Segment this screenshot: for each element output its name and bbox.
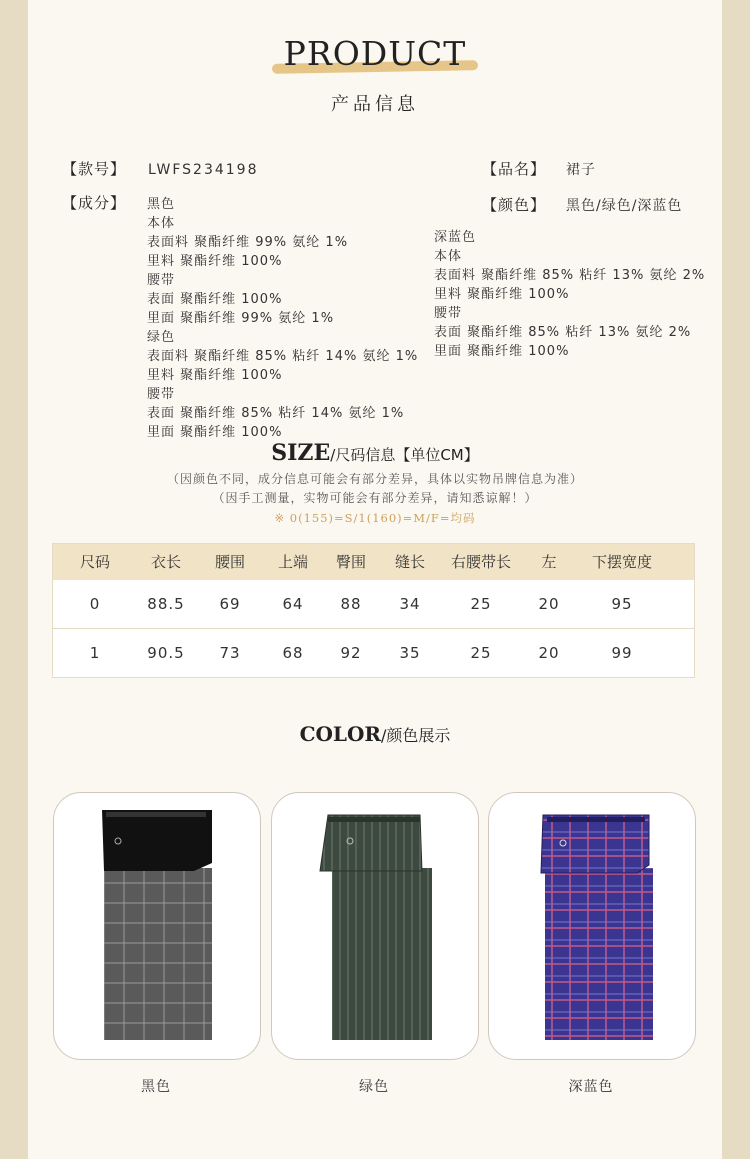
table-header-cell: 臀围 <box>335 553 367 571</box>
table-header-cell: 下摆宽度 <box>591 553 653 571</box>
composition-line: 深蓝色 <box>434 230 477 245</box>
table-row <box>53 629 694 677</box>
table-cell: 34 <box>399 595 421 613</box>
color-caption: 绿色 <box>359 1079 389 1095</box>
title-cn: 产品信息 <box>331 94 419 115</box>
color-card-black[interactable] <box>53 792 261 1060</box>
composition-line: 里面 聚酯纤维 100% <box>147 425 283 440</box>
table-cell: 20 <box>538 595 560 613</box>
table-cell: 92 <box>340 644 362 662</box>
composition-line: 腰带 <box>434 306 463 321</box>
table-cell: 88.5 <box>147 595 185 613</box>
size-title-en: SIZE <box>271 440 331 466</box>
composition-line: 里面 聚酯纤维 100% <box>434 344 570 359</box>
color-title <box>0 722 750 746</box>
color-title-en: COLOR <box>299 722 382 746</box>
table-cell: 90.5 <box>147 644 185 662</box>
table-cell: 73 <box>219 644 241 662</box>
table-cell: 25 <box>470 644 492 662</box>
composition-line: 表面 聚酯纤维 85% 粘纤 13% 氨纶 2% <box>434 325 692 340</box>
style-label: 【款号】 <box>62 160 127 178</box>
composition-line: 腰带 <box>147 387 176 402</box>
name-value: 裙子 <box>566 162 596 178</box>
table-header-cell: 缝长 <box>394 553 426 571</box>
table-cell: 88 <box>340 595 362 613</box>
table-cell: 0 <box>89 595 101 613</box>
color-label: 【颜色】 <box>482 196 547 214</box>
color-value: 黑色/绿色/深蓝色 <box>566 198 683 214</box>
composition-line: 表面 聚酯纤维 100% <box>147 292 283 307</box>
table-cell: 35 <box>399 644 421 662</box>
composition-line: 本体 <box>147 216 176 231</box>
color-title-cn: /颜色展示 <box>381 726 451 745</box>
name-label: 【品名】 <box>482 160 547 178</box>
skirt-image-green <box>272 793 478 1059</box>
size-title-cn: /尺码信息【单位CM】 <box>330 446 479 464</box>
table-cell: 69 <box>219 595 241 613</box>
composition-left <box>147 195 418 442</box>
composition-right <box>434 228 705 361</box>
composition-line: 里料 聚酯纤维 100% <box>434 287 570 302</box>
table-cell: 68 <box>282 644 304 662</box>
lace-border-left <box>0 0 28 1159</box>
table-header-row <box>53 544 694 580</box>
title-en: PRODUCT <box>283 34 467 73</box>
table-header-cell: 衣长 <box>150 553 182 571</box>
composition-line: 黑色 <box>147 197 176 212</box>
composition-line: 表面料 聚酯纤维 99% 氨纶 1% <box>147 235 349 250</box>
size-table <box>52 543 695 678</box>
composition-line: 表面 聚酯纤维 85% 粘纤 14% 氨纶 1% <box>147 406 405 421</box>
skirt-image-black <box>54 793 260 1059</box>
composition-label: 【成分】 <box>62 194 127 212</box>
table-row <box>53 580 694 629</box>
table-header-cell: 上端 <box>277 553 309 571</box>
table-header-cell: 右腰带长 <box>450 553 512 571</box>
composition-line: 表面料 聚酯纤维 85% 粘纤 13% 氨纶 2% <box>434 268 706 283</box>
composition-line: 里料 聚酯纤维 100% <box>147 254 283 269</box>
table-header-cell: 左 <box>541 553 557 571</box>
composition-line: 里面 聚酯纤维 99% 氨纶 1% <box>147 311 335 326</box>
table-cell: 95 <box>611 595 633 613</box>
table-cell: 20 <box>538 644 560 662</box>
table-cell: 1 <box>89 644 101 662</box>
size-note-mapping: ※ 0(155)=S/1(160)=M/F=均码 <box>274 511 476 525</box>
composition-line: 本体 <box>434 249 463 264</box>
composition-line: 表面料 聚酯纤维 85% 粘纤 14% 氨纶 1% <box>147 349 419 364</box>
lace-border-right <box>722 0 750 1159</box>
color-card-navy[interactable] <box>488 792 696 1060</box>
table-cell: 99 <box>611 644 633 662</box>
color-card-green[interactable] <box>271 792 479 1060</box>
size-note-measure: （因手工测量，实物可能会有部分差异，请知悉谅解！） <box>212 491 538 505</box>
color-caption: 深蓝色 <box>568 1079 614 1095</box>
table-cell: 64 <box>282 595 304 613</box>
skirt-image-navy <box>489 793 695 1059</box>
style-value: LWFS234198 <box>148 162 259 178</box>
size-note-color: （因颜色不同，成分信息可能会有部分差异，具体以实物吊牌信息为准） <box>166 472 583 486</box>
table-cell: 25 <box>470 595 492 613</box>
size-title <box>0 440 750 466</box>
table-header-cell: 尺码 <box>79 553 111 571</box>
color-caption: 黑色 <box>141 1079 171 1095</box>
composition-line: 绿色 <box>147 330 176 345</box>
table-header-cell: 腰围 <box>214 553 246 571</box>
composition-line: 腰带 <box>147 273 176 288</box>
composition-line: 里料 聚酯纤维 100% <box>147 368 283 383</box>
